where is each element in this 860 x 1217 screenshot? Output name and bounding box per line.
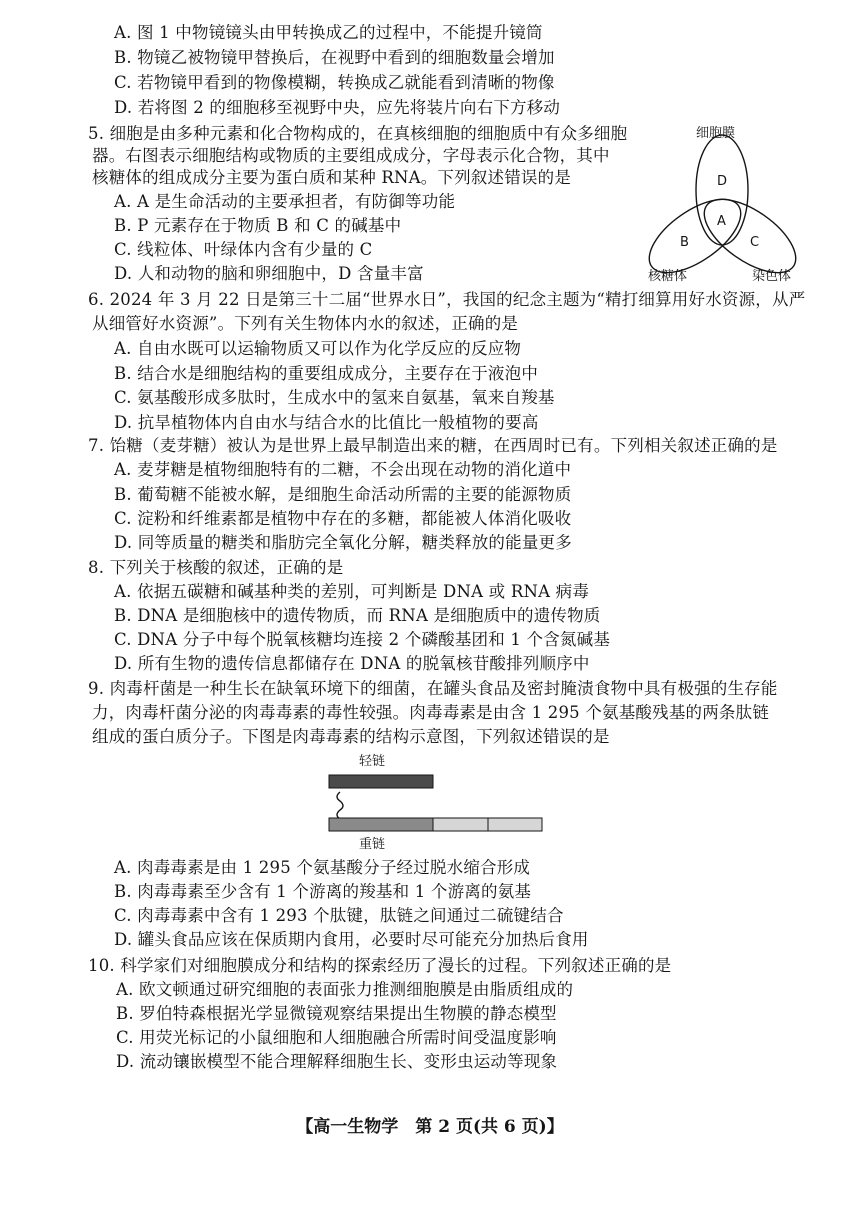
q9-option-a: A. 肉毒毒素是由 1 295 个氨基酸分子经过脱水缩合形成 bbox=[114, 858, 531, 877]
q5-option-d: D. 人和动物的脑和卵细胞中，D 含量丰富 bbox=[114, 264, 424, 283]
q6-stem-line-2: 从细管好水资源”。下列有关生物体内水的叙述，正确的是 bbox=[92, 314, 519, 333]
q7-option-b: B. 葡萄糖不能被水解，是细胞生命活动所需的主要的能源物质 bbox=[114, 485, 572, 504]
page-footer: 【高一生物学 第 2 页(共 6 页)】 bbox=[296, 1117, 564, 1137]
light-chain-label: 轻链 bbox=[359, 754, 386, 769]
q4-option-c: C. 若物镜甲看到的物像模糊，转换成乙就能看到清晰的物像 bbox=[114, 73, 555, 92]
q7-option-d: D. 同等质量的糖类和脂肪完全氧化分解，糖类释放的能量更多 bbox=[114, 533, 572, 552]
q4-option-b: B. 物镜乙被物镜甲替换后，在视野中看到的细胞数量会增加 bbox=[114, 48, 555, 67]
q10-option-a: A. 欧文顿通过研究细胞的表面张力推测细胞膜是由脂质组成的 bbox=[116, 980, 574, 999]
q6-option-a: A. 自由水既可以运输物质又可以作为化学反应的反应物 bbox=[114, 339, 522, 358]
q9-stem-line-3: 组成的蛋白质分子。下图是肉毒毒素的结构示意图，下列叙述错误的是 bbox=[92, 727, 610, 746]
venn-label-ribosome: 核糖体 bbox=[648, 269, 688, 284]
q8-option-a: A. 依据五碳糖和碱基种类的差别，可判断是 DNA 或 RNA 病毒 bbox=[114, 582, 590, 601]
venn-label-chromosome: 染色体 bbox=[752, 269, 792, 284]
q4-option-d: D. 若将图 2 的细胞移至视野中央，应先将装片向右下方移动 bbox=[114, 98, 561, 117]
q6-option-d: D. 抗旱植物体内自由水与结合水的比值比一般植物的要高 bbox=[114, 413, 539, 432]
venn-region-b: B bbox=[680, 235, 689, 250]
light-chain-bar bbox=[329, 775, 433, 788]
q5-option-b: B. P 元素存在于物质 B 和 C 的碱基中 bbox=[114, 216, 402, 235]
q5-option-c: C. 线粒体、叶绿体内含有少量的 C bbox=[114, 240, 373, 259]
toxin-structure-diagram bbox=[320, 750, 550, 852]
venn-label-membrane: 细胞膜 bbox=[696, 126, 736, 141]
q8-option-d: D. 所有生物的遗传信息都储存在 DNA 的脱氧核苷酸排列顺序中 bbox=[114, 654, 590, 673]
q10-option-b: B. 罗伯特森根据光学显微镜观察结果提出生物膜的静态模型 bbox=[116, 1004, 557, 1023]
q7-option-c: C. 淀粉和纤维素都是植物中存在的多糖，都能被人体消化吸收 bbox=[114, 509, 572, 528]
q5-stem-line-1: 5. 细胞是由多种元素和化合物构成的，在真核细胞的细胞质中有众多细胞 bbox=[88, 124, 628, 143]
q8-stem-line-1: 8. 下列关于核酸的叙述，正确的是 bbox=[88, 558, 344, 577]
q9-option-d: D. 罐头食品应该在保质期内食用，必要时尽可能充分加热后食用 bbox=[114, 930, 589, 949]
q6-option-c: C. 氨基酸形成多肽时，生成水中的氢来自氨基，氧来自羧基 bbox=[114, 388, 555, 407]
q7-option-a: A. 麦芽糖是植物细胞特有的二糖，不会出现在动物的消化道中 bbox=[114, 460, 572, 479]
heavy-chain-bar-segment-3 bbox=[488, 818, 542, 831]
q10-stem-line-1: 10. 科学家们对细胞膜成分和结构的探索经历了漫长的过程。下列叙述正确的是 bbox=[88, 956, 672, 975]
q4-option-a: A. 图 1 中物镜镜头由甲转换成乙的过程中，不能提升镜筒 bbox=[114, 23, 543, 42]
q7-stem-line-1: 7. 饴糖（麦芽糖）被认为是世界上最早制造出来的糖，在西周时已有。下列相关叙述正确的是 bbox=[88, 436, 778, 455]
q10-option-d: D. 流动镶嵌模型不能合理解释细胞生长、变形虫运动等现象 bbox=[116, 1052, 558, 1071]
q9-stem-line-1: 9. 肉毒杆菌是一种生长在缺氧环境下的细菌，在罐头食品及密封腌渍食物中具有极强的生存能 bbox=[88, 679, 778, 698]
venn-diagram bbox=[640, 118, 800, 288]
q9-option-b: B. 肉毒毒素至少含有 1 个游离的羧基和 1 个游离的氨基 bbox=[114, 882, 532, 901]
q9-option-c: C. 肉毒毒素中含有 1 293 个肽键，肽链之间通过二硫键结合 bbox=[114, 906, 564, 925]
q6-option-b: B. 结合水是细胞结构的重要组成成分，主要存在于液泡中 bbox=[114, 364, 539, 383]
q5-option-a: A. A 是生命活动的主要承担者，有防御等功能 bbox=[114, 192, 456, 211]
heavy-chain-bar-segment-2 bbox=[433, 818, 488, 831]
q8-option-c: C. DNA 分子中每个脱氧核糖均连接 2 个磷酸基团和 1 个含氮碱基 bbox=[114, 630, 611, 649]
venn-region-a: A bbox=[717, 214, 726, 229]
q6-stem-line-1: 6. 2024 年 3 月 22 日是第三十二届“世界水日”，我国的纪念主题为“精打细算用好水资源，从严 bbox=[88, 290, 806, 309]
q8-option-b: B. DNA 是细胞核中的遗传物质，而 RNA 是细胞质中的遗传物质 bbox=[114, 606, 601, 625]
venn-region-c: C bbox=[750, 235, 760, 250]
q5-stem-line-3: 核糖体的组成成分主要为蛋白质和某种 RNA。下列叙述错误的是 bbox=[92, 168, 572, 187]
heavy-chain-label: 重链 bbox=[359, 837, 386, 852]
heavy-chain-bar-segment-1 bbox=[329, 818, 433, 831]
q10-option-c: C. 用荧光标记的小鼠细胞和人细胞融合所需时间受温度影响 bbox=[116, 1028, 557, 1047]
venn-region-d: D bbox=[717, 174, 728, 189]
q9-stem-line-2: 力，肉毒杆菌分泌的肉毒毒素的毒性较强。肉毒毒素是由含 1 295 个氨基酸残基的两条肽链 bbox=[92, 703, 770, 722]
q5-stem-line-2: 器。右图表示细胞结构或物质的主要组成成分，字母表示化合物，其中 bbox=[92, 146, 610, 165]
